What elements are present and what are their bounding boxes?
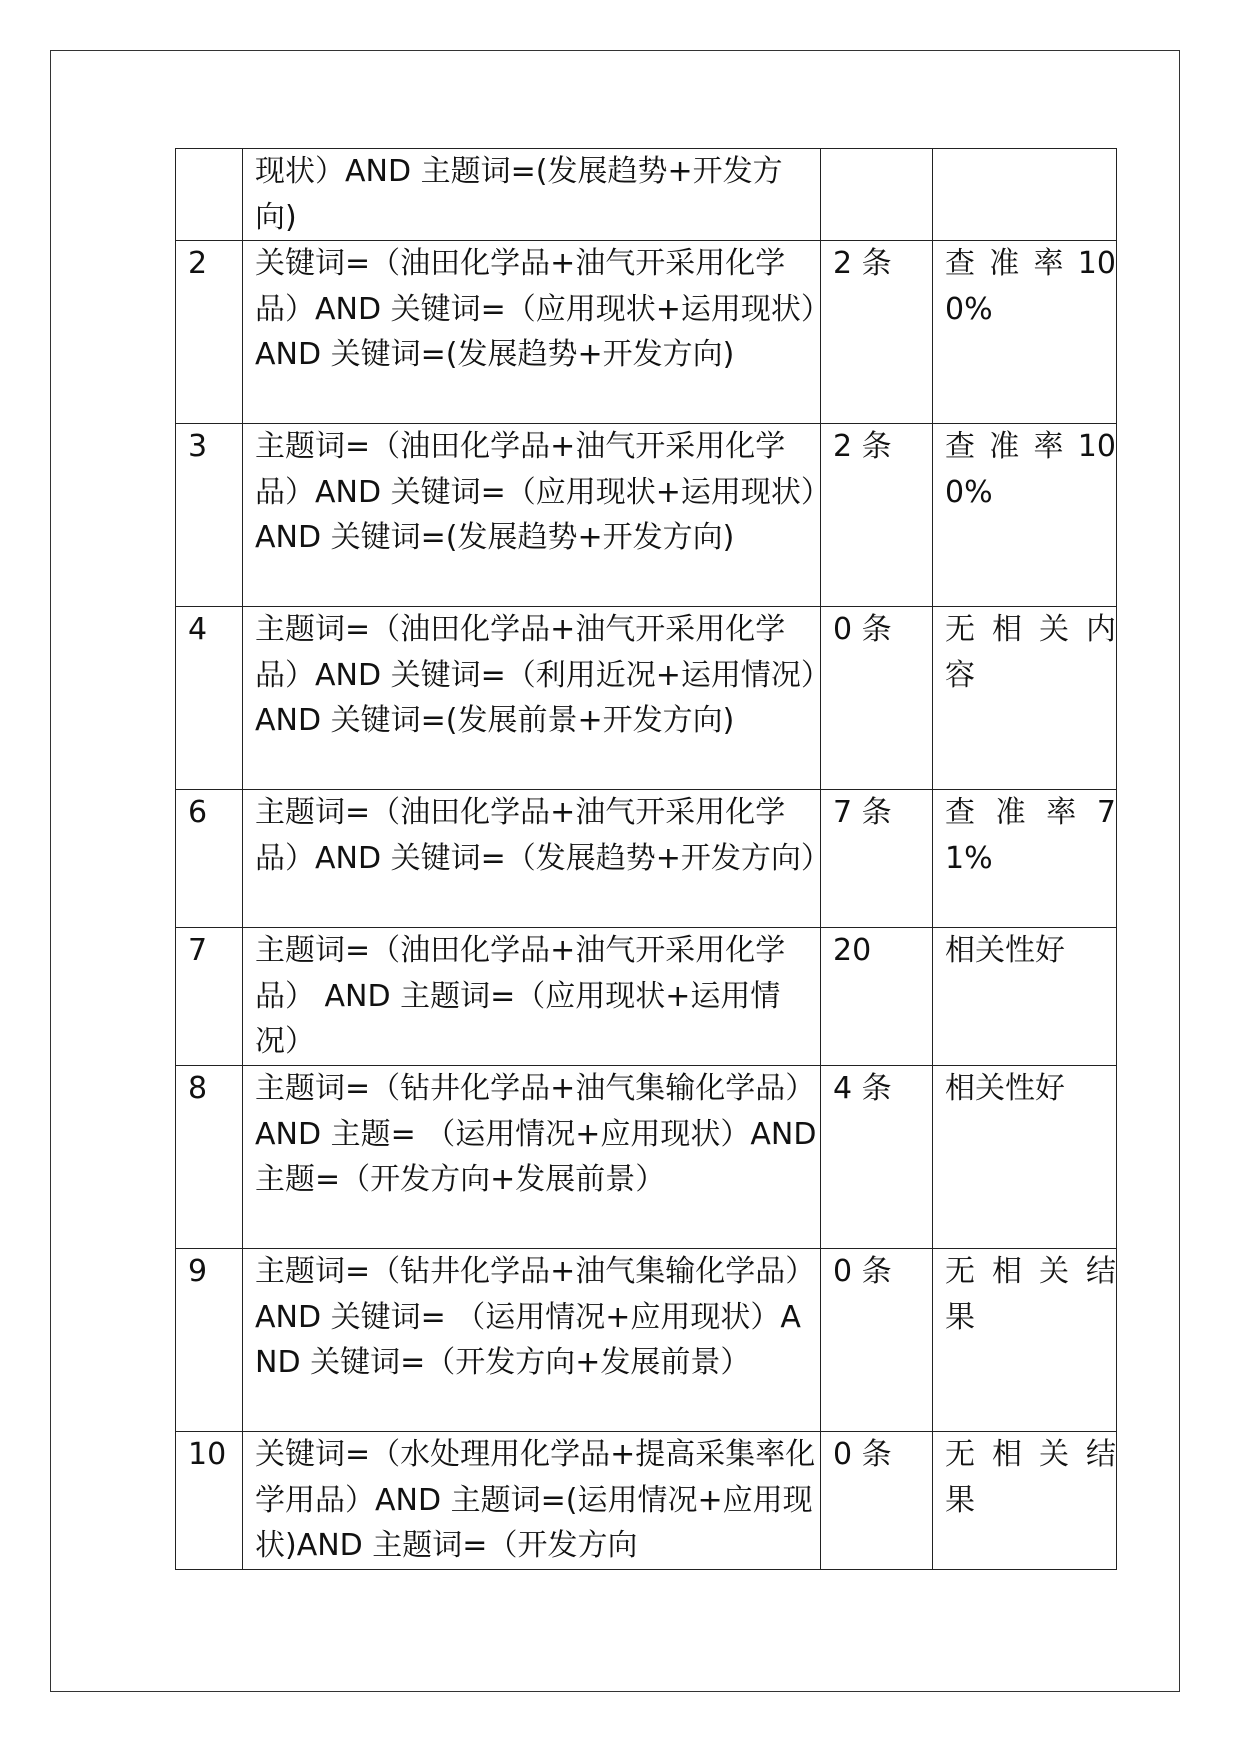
search-expression: 主题词=（油田化学品+油气开采用化学品） AND 主题词=（应用现状+运用情况） (243, 928, 821, 1066)
result-count (821, 149, 933, 241)
search-expression: 关键词=（油田化学品+油气开采用化学品）AND 关键词=（应用现状+运用现状）AND 关键词=(发展趋势+开发方向) (243, 241, 821, 424)
row-number: 10 (176, 1432, 243, 1570)
table-row (176, 1249, 1117, 1432)
search-expression: 主题词=（油田化学品+油气开采用化学品）AND 关键词=（发展趋势+开发方向） (243, 790, 821, 928)
relevance-note: 查 准 率 71% (933, 790, 1117, 928)
row-number: 6 (176, 790, 243, 928)
result-count: 0 条 (821, 1249, 933, 1432)
relevance-note: 无 相 关 结 果 (933, 1249, 1117, 1432)
result-count: 20 (821, 928, 933, 1066)
table-row (176, 1432, 1117, 1570)
result-count: 0 条 (821, 607, 933, 790)
row-number (176, 149, 243, 241)
table-row (176, 607, 1117, 790)
table-body (176, 149, 1117, 1570)
table-row (176, 424, 1117, 607)
result-count: 2 条 (821, 424, 933, 607)
relevance-note: 相关性好 (933, 928, 1117, 1066)
result-count: 2 条 (821, 241, 933, 424)
relevance-note: 无 相 关 内 容 (933, 607, 1117, 790)
result-count: 7 条 (821, 790, 933, 928)
table-row (176, 928, 1117, 1066)
result-count: 0 条 (821, 1432, 933, 1570)
row-number: 2 (176, 241, 243, 424)
relevance-note (933, 149, 1117, 241)
table-row (176, 241, 1117, 424)
search-expression: 主题词=（钻井化学品+油气集输化学品）AND 关键词= （运用情况+应用现状）AND 关键词=（开发方向+发展前景） (243, 1249, 821, 1432)
row-number: 9 (176, 1249, 243, 1432)
search-strategy-table (175, 148, 1117, 1570)
relevance-note: 查 准 率 100% (933, 424, 1117, 607)
table-row (176, 1066, 1117, 1249)
relevance-note: 相关性好 (933, 1066, 1117, 1249)
relevance-note: 无 相 关 结 果 (933, 1432, 1117, 1570)
relevance-note: 查 准 率 100% (933, 241, 1117, 424)
row-number: 8 (176, 1066, 243, 1249)
search-expression: 现状）AND 主题词=(发展趋势+开发方向) (243, 149, 821, 241)
table-row (176, 790, 1117, 928)
search-expression: 关键词=（水处理用化学品+提高采集率化学用品）AND 主题词=(运用情况+应用现状)AND 主题词=（开发方向 (243, 1432, 821, 1570)
row-number: 7 (176, 928, 243, 1066)
row-number: 4 (176, 607, 243, 790)
row-number: 3 (176, 424, 243, 607)
result-count: 4 条 (821, 1066, 933, 1249)
search-expression: 主题词=（油田化学品+油气开采用化学品）AND 关键词=（应用现状+运用现状）AND 关键词=(发展趋势+开发方向) (243, 424, 821, 607)
table-row (176, 149, 1117, 241)
search-expression: 主题词=（油田化学品+油气开采用化学品）AND 关键词=（利用近况+运用情况）AND 关键词=(发展前景+开发方向) (243, 607, 821, 790)
search-expression: 主题词=（钻井化学品+油气集输化学品）AND 主题= （运用情况+应用现状）AND 主题=（开发方向+发展前景） (243, 1066, 821, 1249)
